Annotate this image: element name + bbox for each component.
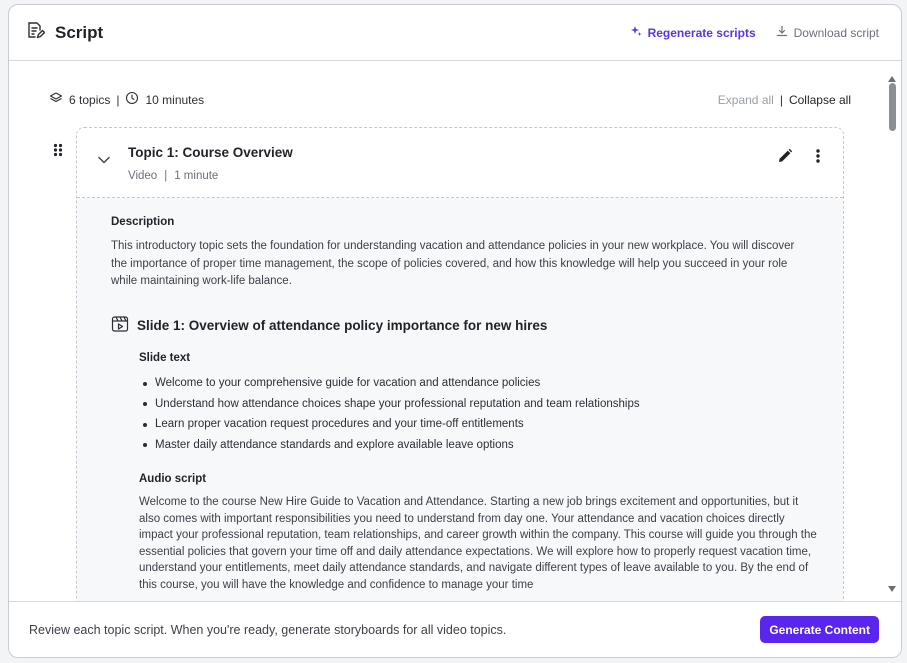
- description-label: Description: [111, 216, 175, 228]
- header-actions: [630, 25, 879, 40]
- audio-script-label: Audio script: [139, 473, 207, 485]
- topic-title: Topic 1: Course Overview: [128, 145, 293, 160]
- page-title: Script: [55, 22, 104, 42]
- collapse-all-link[interactable]: Collapse all: [788, 92, 851, 107]
- topic-duration: 1 minute: [174, 170, 219, 182]
- topic-count-text: 6 topics: [69, 92, 111, 107]
- script-scroll-area[interactable]: [9, 61, 901, 601]
- sparkle-icon: [630, 25, 642, 40]
- layers-icon: [49, 91, 63, 108]
- topic-card: [76, 127, 844, 601]
- topic-count: [49, 91, 110, 108]
- download-script-label: Download script: [793, 25, 879, 40]
- topic-content: [77, 198, 843, 601]
- slide-title-text: Slide 1: Overview of attendance policy importance for new hires: [137, 318, 548, 333]
- regenerate-scripts-label: Regenerate scripts: [647, 25, 756, 40]
- download-icon: [776, 25, 788, 40]
- list-item: Welcome to your comprehensive guide for vacation and attendance policies: [139, 373, 640, 394]
- header-title-group: [25, 20, 103, 45]
- slide-title: [111, 315, 547, 336]
- expand-all-link[interactable]: Expand all: [717, 92, 774, 107]
- topic-meta: [128, 170, 218, 182]
- summary-divider: |: [116, 92, 120, 107]
- description-text: This introductory topic sets the foundation for understanding vacation and attendance policies in your new workplace. You will discover the importance of proper time management, the scope of policies covered, and how this knowledge will help you succeed in your role while maintaining work-life balance.: [111, 240, 795, 287]
- total-duration-text: 10 minutes: [145, 92, 205, 107]
- scrollbar[interactable]: [885, 61, 899, 601]
- expand-collapse-controls: [718, 93, 851, 107]
- footer-message: Review each topic script. When you're ready, generate storyboards for all video topics.: [29, 622, 507, 637]
- edit-pencil-icon[interactable]: [777, 148, 793, 169]
- panel-header: [9, 5, 901, 61]
- regenerate-scripts-button[interactable]: [630, 25, 756, 40]
- audio-script-text: Welcome to the course New Hire Guide to Vacation and Attendance. Starting a new job brings excitement and opportunities, but it also comes with important responsibilities you need to understand from day one. Your attendance and vacation choices directly impact your professional reputation, team relationships, and career growth within the company. This course will guide you through the essential policies that govern your time off and daily attendance expectations. We will explore how to properly request vacation time, understand your entitlements, meet daily attendance standards, and navigate different types of leave available to you. By the end of this course, you will have the knowledge and confidence to manage your time: [139, 496, 817, 591]
- script-edit-icon: [25, 20, 45, 45]
- topic-header[interactable]: [77, 128, 843, 198]
- summary-row: [49, 91, 851, 108]
- topic-type: Video: [128, 170, 158, 182]
- total-duration: [125, 91, 204, 108]
- slide-video-icon: [111, 315, 129, 336]
- script-panel: [8, 4, 902, 658]
- slide-text-label: Slide text: [139, 352, 191, 364]
- slide-bullet-list: [139, 373, 640, 455]
- scroll-down-arrow-icon[interactable]: [888, 579, 896, 597]
- topic-meta-divider: |: [164, 170, 168, 182]
- scrollbar-thumb[interactable]: [889, 83, 896, 131]
- list-item: Master daily attendance standards and explore available leave options: [139, 435, 640, 456]
- clock-icon: [125, 91, 139, 108]
- panel-footer: [9, 601, 901, 657]
- generate-content-button[interactable]: Generate Content: [760, 616, 879, 643]
- list-item: Learn proper vacation request procedures and your time-off entitlements: [139, 414, 640, 435]
- drag-handle-icon[interactable]: [53, 143, 63, 162]
- download-script-button[interactable]: [776, 25, 879, 40]
- chevron-down-icon[interactable]: [97, 152, 111, 170]
- more-options-icon[interactable]: [815, 148, 821, 169]
- list-item: Understand how attendance choices shape your professional reputation and team relationships: [139, 394, 640, 415]
- expand-collapse-divider: |: [779, 92, 783, 107]
